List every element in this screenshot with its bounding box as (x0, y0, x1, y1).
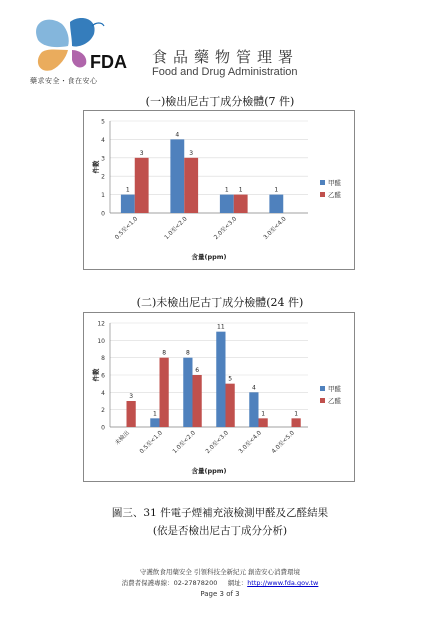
bar-acetaldehyde (234, 195, 248, 213)
y-tick-label: 10 (97, 337, 105, 345)
bar-acetaldehyde (127, 401, 136, 427)
data-label: 11 (217, 323, 225, 331)
bar-formaldehyde (220, 195, 234, 213)
data-label: 3 (129, 393, 134, 400)
data-label: 1 (224, 186, 229, 194)
data-label: 1 (125, 186, 130, 194)
bar-acetaldehyde (160, 358, 169, 427)
chart-2-svg (84, 313, 354, 481)
footer-website-link[interactable]: http://www.fda.gov.tw (247, 579, 319, 587)
data-label: 4 (175, 131, 180, 139)
data-label: 5 (228, 375, 233, 383)
y-tick-label: 4 (101, 136, 105, 144)
data-label: 4 (251, 384, 256, 392)
x-tick-label: 1.0至<2.0 (172, 430, 197, 455)
data-label: 1 (261, 410, 266, 418)
bar-formaldehyde (150, 418, 159, 427)
chart-1-svg (84, 111, 354, 269)
y-tick-label: 0 (101, 210, 105, 218)
x-axis-label: 含量(ppm) (191, 253, 227, 261)
figure-caption-line2: (依是否檢出尼古丁成分分析) (152, 525, 288, 537)
data-label: 6 (195, 367, 200, 374)
bar-acetaldehyde (193, 375, 202, 427)
logo-wordmark: FDA (90, 52, 127, 72)
chart-nicotine-detected (83, 110, 355, 270)
y-axis-label: 件數 (92, 368, 100, 382)
x-tick-label: 未檢出 (114, 430, 131, 447)
y-tick-label: 2 (101, 407, 105, 415)
figure-caption-line1: 圖三、31 件電子煙補充液檢測甲醛及乙醛結果 (111, 507, 329, 519)
x-tick-label: 0.5至<1.0 (139, 430, 164, 455)
data-label: 1 (294, 410, 299, 418)
y-tick-label: 4 (101, 389, 105, 397)
legend-swatch (320, 192, 325, 197)
bar-formaldehyde (183, 358, 192, 427)
y-tick-label: 2 (101, 173, 105, 181)
bar-formaldehyde (170, 139, 184, 213)
org-name-cn: 食品藥物管理署 (152, 48, 300, 66)
data-label: 3 (139, 149, 144, 157)
legend-label: 甲醛 (328, 179, 341, 187)
legend-label: 乙醛 (328, 191, 341, 199)
data-label: 3 (189, 149, 194, 157)
footer-contact (0, 578, 440, 587)
bar-acetaldehyde (259, 418, 268, 427)
data-label: 1 (274, 186, 279, 194)
y-tick-label: 3 (101, 155, 105, 163)
x-tick-label: 2.0至<3.0 (205, 430, 230, 455)
y-tick-label: 12 (97, 320, 105, 328)
y-axis-label: 件數 (92, 160, 100, 174)
x-tick-label: 4.0至<5.0 (271, 430, 296, 455)
bar-formaldehyde (121, 195, 135, 213)
bar-acetaldehyde (184, 158, 198, 213)
footer-motto: 守護飲食用藥安全 引領科技全新紀元 創造安心消費環境 (139, 568, 301, 576)
footer-hotline: 消費者保護專線：02-27878200 (121, 579, 218, 587)
legend-label: 乙醛 (328, 397, 341, 405)
y-tick-label: 5 (101, 118, 105, 126)
x-axis-label: 含量(ppm) (191, 467, 227, 475)
bar-formaldehyde (269, 195, 283, 213)
chart-nicotine-not-detected (83, 312, 355, 482)
x-tick-label: 3.0至<4.0 (262, 216, 288, 241)
bar-acetaldehyde (292, 418, 301, 427)
y-tick-label: 6 (101, 372, 105, 380)
bar-acetaldehyde (135, 158, 149, 213)
y-tick-label: 1 (101, 192, 105, 200)
x-tick-label: 3.0至<4.0 (238, 430, 263, 455)
org-name-en: Food and Drug Administration (152, 66, 298, 78)
data-label: 8 (185, 349, 190, 357)
x-tick-label: 2.0至<3.0 (213, 216, 239, 241)
legend-swatch (320, 398, 325, 403)
section1-title: (一)檢出尼古丁成分檢體(7 件) (145, 95, 295, 108)
y-tick-label: 8 (101, 355, 105, 363)
data-label: 1 (238, 186, 243, 194)
fda-butterfly-logo-icon (28, 12, 138, 84)
y-tick-label: 0 (101, 424, 105, 432)
legend-label: 甲醛 (328, 385, 341, 393)
legend-swatch (320, 180, 325, 185)
data-label: 1 (152, 410, 157, 418)
page-number: Page 3 of 3 (200, 590, 240, 598)
slogan: 藥求安全・食在安心 (30, 77, 98, 85)
bar-acetaldehyde (226, 384, 235, 427)
legend-swatch (320, 386, 325, 391)
section2-title: (二)未檢出尼古丁成分檢體(24 件) (136, 296, 304, 309)
x-tick-label: 1.0至<2.0 (163, 216, 189, 241)
data-label: 8 (162, 349, 167, 357)
bar-formaldehyde (249, 392, 258, 427)
footer-website-label: 網址： (227, 579, 248, 587)
x-tick-label: 0.5至<1.0 (114, 216, 140, 241)
fda-logo (28, 12, 138, 84)
bar-formaldehyde (216, 332, 225, 427)
